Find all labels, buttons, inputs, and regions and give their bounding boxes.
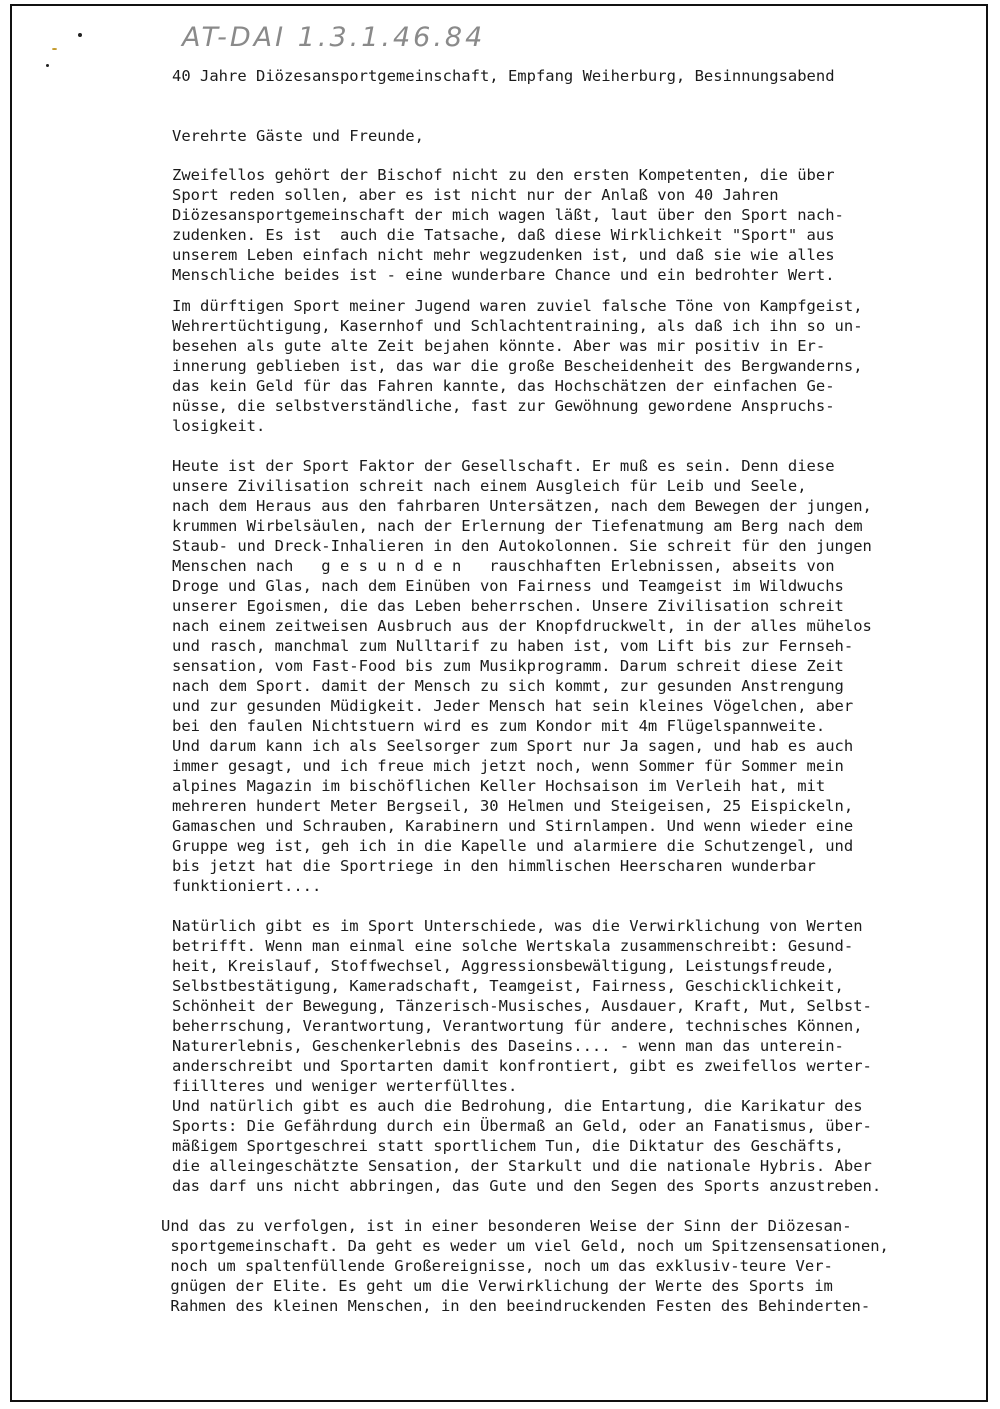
text-line: und rasch, manchmal zum Nulltarif zu haben ist, vom Lift bis zur Fernseh- (172, 637, 854, 655)
text-line: Gruppe weg ist, geh ich in die Kapelle und alarmiere die Schutzengel, und (172, 837, 854, 855)
text-line: mäßigem Sportgeschrei statt sportlichem Tun, die Diktatur des Geschäfts, (172, 1137, 844, 1155)
ink-mark (78, 33, 82, 37)
paragraph-3 (172, 456, 952, 896)
text-line: gnügen der Elite. Es geht um die Verwirklichung der Werte des Sports im (161, 1277, 833, 1295)
text-line: bei den faulen Nichtstuern wird es zum Kondor mit 4m Flügelspannweite. (172, 717, 826, 735)
text-line: beherrschung, Verantwortung, Verantwortung für andere, technisches Können, (172, 1017, 863, 1035)
text-line: immer gesagt, und ich freue mich jetzt noch, wenn Sommer für Sommer mein (172, 757, 844, 775)
text-line: mehreren hundert Meter Bergseil, 30 Helmen und Steigeisen, 25 Eispickeln, (172, 797, 854, 815)
text-line: alpines Magazin im bischöflichen Keller Hochsaison im Verleih hat, mit (172, 777, 826, 795)
text-line: betrifft. Wenn man einmal eine solche Wertskala zusammenschreibt: Gesund- (172, 937, 854, 955)
text-line: noch um spaltenfüllende Großereignisse, noch um das exklusiv-teure Ver- (161, 1257, 833, 1275)
text-line: unserer Egoismen, die das Leben beherrschen. Unsere Zivilisation schreit (172, 597, 844, 615)
salutation: Verehrte Gäste und Freunde, (172, 127, 424, 145)
text-line: nach dem Sport. damit der Mensch zu sich kommt, zur gesunden Anstrengung (172, 677, 844, 695)
text-line: bis jetzt hat die Sportriege in den himmlischen Heerscharen wunderbar (172, 857, 816, 875)
text-line: Heute ist der Sport Faktor der Gesellschaft. Er muß es sein. Denn diese (172, 457, 835, 475)
text-line: Gamaschen und Schrauben, Karabinern und Stirnlampen. Und wenn wieder eine (172, 817, 854, 835)
text-line: nach dem Heraus aus den fahrbaren Untersätzen, nach dem Bewegen der jungen, (172, 497, 872, 515)
text-line: Natürlich gibt es im Sport Unterschiede, was die Verwirklichung von Werten (172, 917, 863, 935)
text-line: sensation, vom Fast-Food bis zum Musikprogramm. Darum schreit diese Zeit (172, 657, 844, 675)
text-line: Und das zu verfolgen, ist in einer besonderen Weise der Sinn der Diözesan- (161, 1217, 852, 1235)
text-line: und zur gesunden Müdigkeit. Jeder Mensch hat sein kleines Vögelchen, aber (172, 697, 854, 715)
paragraph-5 (161, 1216, 952, 1316)
text-line: besehen als gute alte Zeit bejahen könnte. Aber was mir positiv in Er- (172, 337, 826, 355)
archive-signature: AT-DAI 1.3.1.46.84 (182, 22, 486, 53)
paragraph-2 (172, 296, 952, 436)
text-line: sportgemeinschaft. Da geht es weder um viel Geld, noch um Spitzensensationen, (161, 1237, 889, 1255)
text-line: Rahmen des kleinen Menschen, in den beeindruckenden Festen des Behinderten- (161, 1297, 871, 1315)
text-line: Menschen nach g e s u n d e n rauschhaften Erlebnissen, abseits von (172, 557, 835, 575)
text-line: fiillteres und weniger werterfülltes. (172, 1077, 518, 1095)
text-line: Im dürftigen Sport meiner Jugend waren zuviel falsche Töne von Kampfgeist, (172, 297, 863, 315)
typed-text (161, 66, 952, 1316)
text-line: krummen Wirbelsäulen, nach der Erlernung der Tiefenatmung am Berg nach dem (172, 517, 863, 535)
text-line: das darf uns nicht abbringen, das Gute und den Segen des Sports anzustreben. (172, 1177, 882, 1195)
text-line: funktioniert.... (172, 877, 322, 895)
text-line: Droge und Glas, nach dem Einüben von Fairness und Teamgeist im Wildwuchs (172, 577, 844, 595)
text-line: Und natürlich gibt es auch die Bedrohung, die Entartung, die Karikatur des (172, 1097, 863, 1115)
paragraph-4 (172, 916, 952, 1196)
text-line: Wehrertüchtigung, Kasernhof und Schlachtentraining, als daß ich ihn so un- (172, 317, 863, 335)
document-title: 40 Jahre Diözesansportgemeinschaft, Empfang Weiherburg, Besinnungsabend (172, 67, 835, 85)
text-line: Zweifellos gehört der Bischof nicht zu den ersten Kompetenten, die über (172, 166, 835, 184)
text-line: die alleingeschätzte Sensation, der Starkult und die nationale Hybris. Aber (172, 1157, 872, 1175)
text-line: Sport reden sollen, aber es ist nicht nur der Anlaß von 40 Jahren (172, 186, 779, 204)
text-line: unserem Leben einfach nicht mehr wegzudenken ist, und daß sie wie alles (172, 246, 835, 264)
text-line: Und darum kann ich als Seelsorger zum Sport nur Ja sagen, und hab es auch (172, 737, 854, 755)
text-line: innerung geblieben ist, das war die große Bescheidenheit des Bergwanderns, (172, 357, 863, 375)
ink-mark (52, 48, 57, 50)
text-line: Diözesansportgemeinschaft der mich wagen läßt, laut über den Sport nach- (172, 206, 844, 224)
text-line: Sports: Die Gefährdung durch ein Übermaß an Geld, oder an Fanatismus, über- (172, 1117, 872, 1135)
text-line: zudenken. Es ist auch die Tatsache, daß diese Wirklichkeit "Sport" aus (172, 226, 835, 244)
text-line: unsere Zivilisation schreit nach einem Ausgleich für Leib und Seele, (172, 477, 807, 495)
text-line: Staub- und Dreck-Inhalieren in den Autokolonnen. Sie schreit für den jungen (172, 537, 872, 555)
text-line: das kein Geld für das Fahren kannte, das Hochschätzen der einfachen Ge- (172, 377, 835, 395)
text-line: nach einem zeitweisen Ausbruch aus der Knopfdruckwelt, in der alles mühelos (172, 617, 872, 635)
document-page (10, 4, 988, 1402)
text-line: heit, Kreislauf, Stoffwechsel, Aggressionsbewältigung, Leistungsfreude, (172, 957, 835, 975)
paragraph-1 (172, 165, 952, 285)
text-line: anderschreibt und Sportarten damit konfrontiert, gibt es zweifellos werter- (172, 1057, 872, 1075)
text-line: Schönheit der Bewegung, Tänzerisch-Musisches, Ausdauer, Kraft, Mut, Selbst- (172, 997, 872, 1015)
text-line: losigkeit. (172, 417, 266, 435)
text-line: Selbstbestätigung, Kameradschaft, Teamgeist, Fairness, Geschicklichkeit, (172, 977, 844, 995)
text-line: Menschliche beides ist - eine wunderbare Chance und ein bedrohter Wert. (172, 266, 835, 284)
text-line: nüsse, die selbstverständliche, fast zur Gewöhnung gewordene Anspruchs- (172, 397, 835, 415)
text-line: Naturerlebnis, Geschenkerlebnis des Daseins.... - wenn man das unterein- (172, 1037, 844, 1055)
ink-mark (46, 64, 49, 67)
